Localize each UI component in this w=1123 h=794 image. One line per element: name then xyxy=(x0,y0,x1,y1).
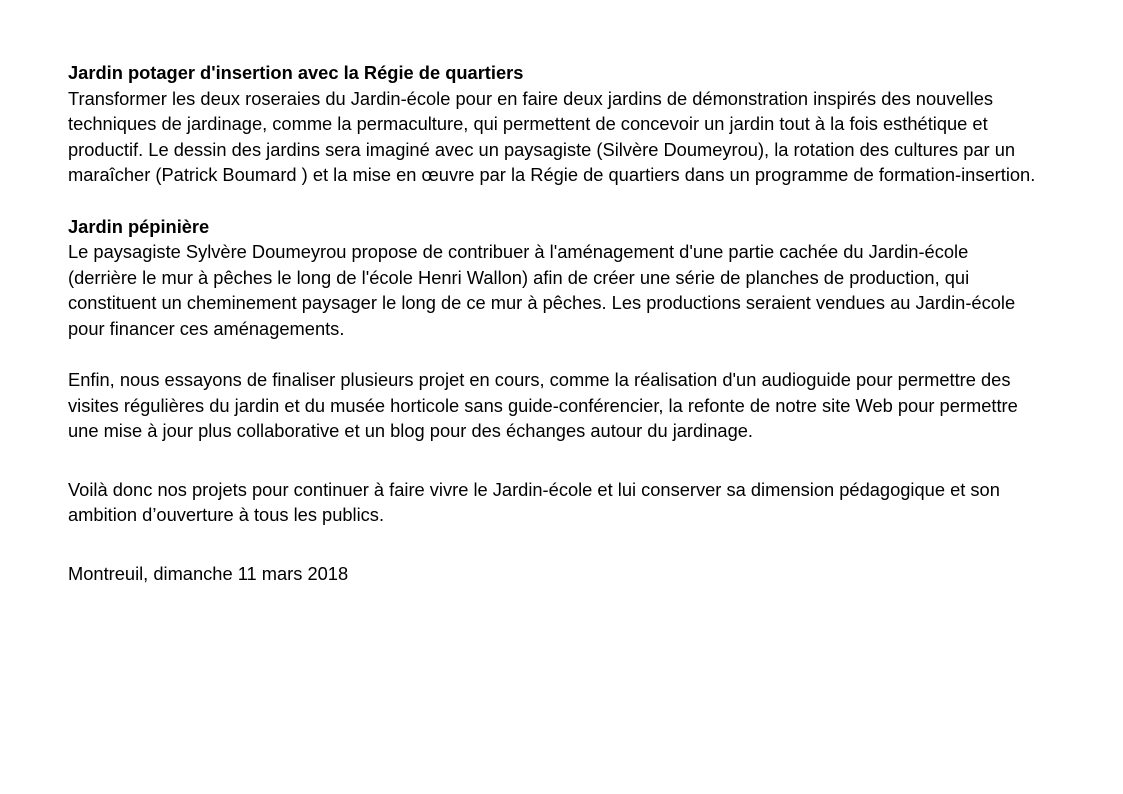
date-line xyxy=(68,561,1038,587)
section-potager xyxy=(68,60,1038,188)
paragraph-projets-en-cours xyxy=(68,367,1038,444)
paragraph-conclusion xyxy=(68,477,1038,528)
section-title-pepiniere: Jardin pépinière xyxy=(68,215,210,237)
document-page xyxy=(68,60,1038,586)
section-title-potager: Jardin potager d'insertion avec la Régie de quartiers xyxy=(68,62,524,83)
paragraph-voila: Voilà donc nos projets pour continuer à faire vivre le Jardin-école et lui conserver sa dimension pédagogique et son ambition d’ouverture à tous les publics. xyxy=(68,478,1000,525)
section-text-pepiniere: Le paysagiste Sylvère Doumeyrou propose de contribuer à l'aménagement d'une partie cachée du Jardin-école (derrière le mur à pêches le long de l'école Henri Wallon) afin de créer une série de planches de production, qui constituent un cheminement paysager le long de ce mur à pêches. Les productions seraient vendues au Jardin-école pour financer ces aménagements. xyxy=(68,241,1016,339)
section-pepiniere xyxy=(68,214,1038,342)
signature-date: Montreuil, dimanche 11 mars 2018 xyxy=(68,562,349,584)
section-text-potager: Transformer les deux roseraies du Jardin-école pour en faire deux jardins de démonstration inspirés des nouvelles techniques de jardinage, comme la permaculture, qui permettent de concevoir un jardin tout à la fois esthétique et productif. Le dessin des jardins sera imaginé avec un paysagiste (Silvère Doumeyrou), la rotation des cultures par un maraîcher (Patrick Boumard ) et la mise en œuvre par la Régie de quartiers dans un programme de formation-insertion. xyxy=(68,87,1036,185)
paragraph-enfin: Enfin, nous essayons de finaliser plusieurs projet en cours, comme la réalisation d'un audioguide pour permettre des visites régulières du jardin et du musée horticole sans guide-conférencier, la refonte de notre site Web pour permettre une mise à jour plus collaborative et un blog pour des échanges autour du jardinage. xyxy=(68,369,1018,441)
